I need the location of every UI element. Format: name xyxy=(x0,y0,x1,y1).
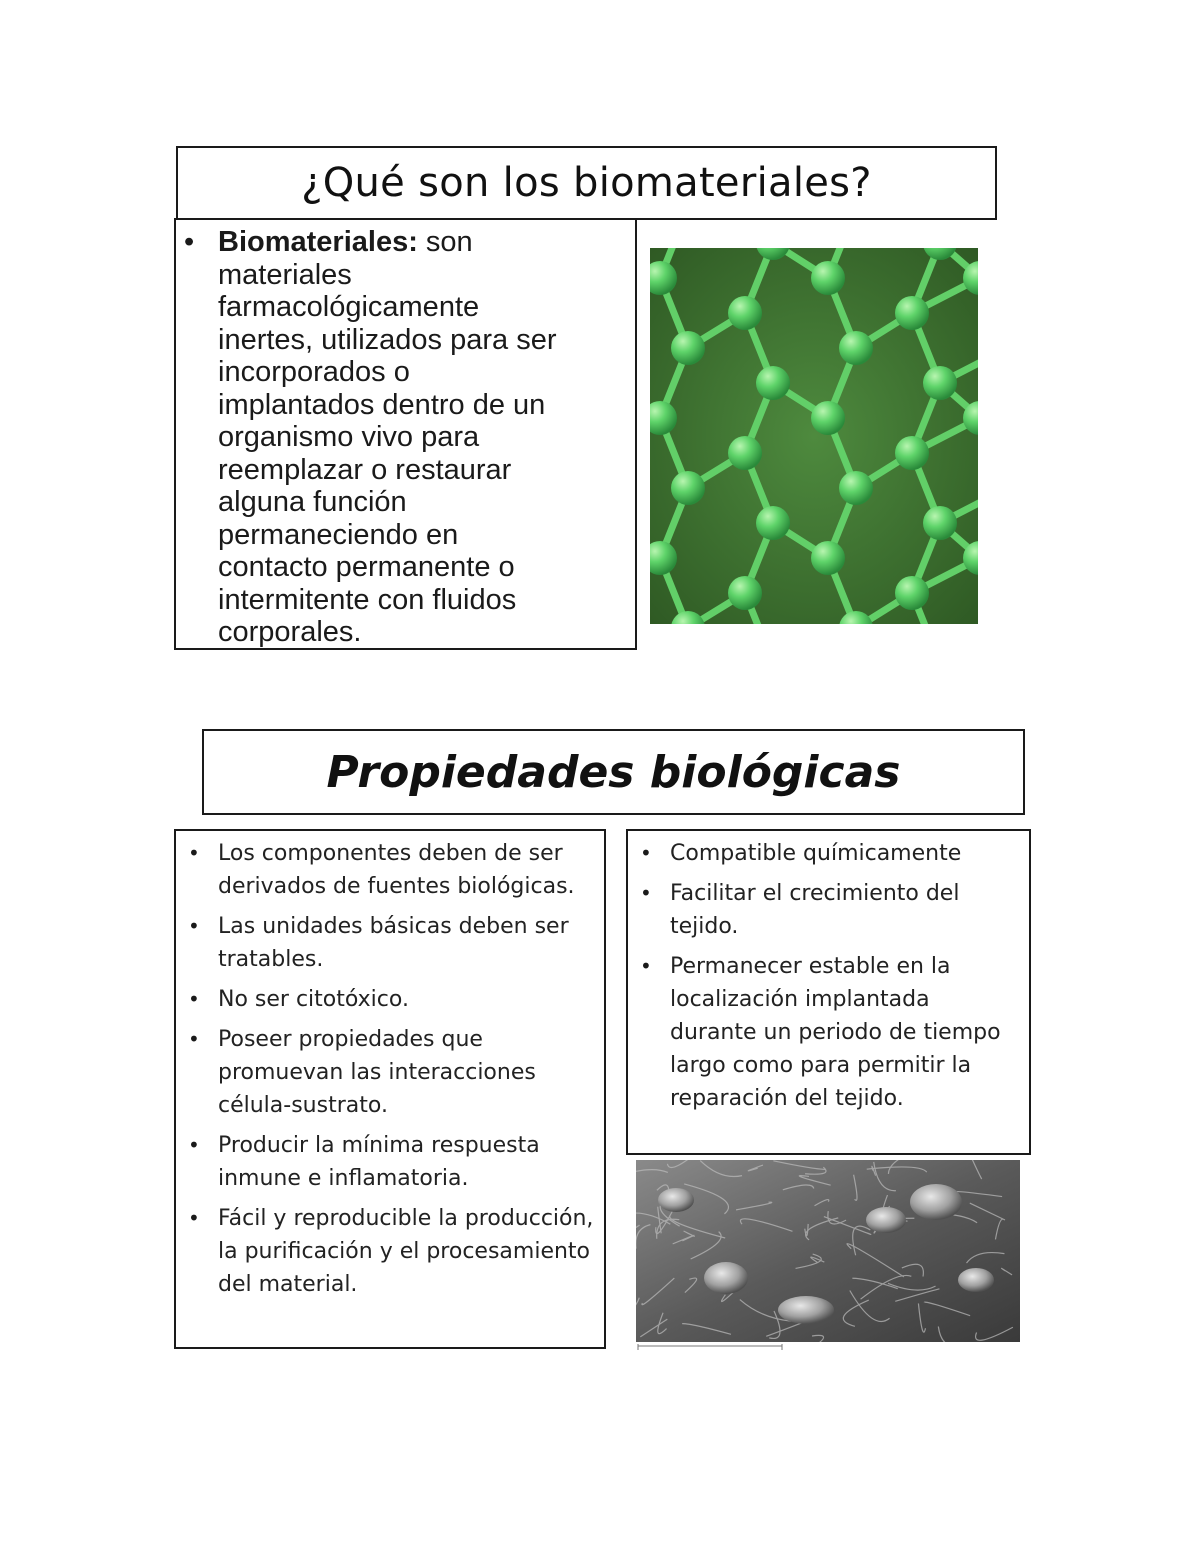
list-item xyxy=(184,983,594,1016)
list-item-text: Producir la mínima respuesta inmune e inflamatoria. xyxy=(218,1133,540,1191)
bullet: • xyxy=(640,954,652,978)
bullet: • xyxy=(184,226,195,258)
definition-line: corporales. xyxy=(218,616,362,648)
definition-item xyxy=(184,226,627,649)
list-item-text: Poseer propiedades que promuevan las interacciones célula-sustrato. xyxy=(218,1027,536,1118)
bullet: • xyxy=(188,914,200,938)
list-item xyxy=(184,1023,594,1122)
definition-box xyxy=(174,218,637,650)
list-item xyxy=(184,1129,594,1195)
sem-micrograph-image xyxy=(636,1160,1020,1342)
bullet: • xyxy=(640,841,652,865)
bullet: • xyxy=(188,987,200,1011)
list-item-text: Fácil y reproducible la producción, la purificación y el procesamiento del material. xyxy=(218,1206,594,1297)
list-item-text: Permanecer estable en la localización implantada durante un periodo de tiempo largo como para permitir la reparación del tejido. xyxy=(670,954,1001,1111)
definition-line: incorporados o xyxy=(218,356,410,388)
section-title-text: ¿Qué son los biomateriales? xyxy=(301,160,872,206)
molecule-lattice-illustration xyxy=(650,248,978,624)
list-item-text: Las unidades básicas deben ser tratables. xyxy=(218,914,569,972)
list-item-text: Compatible químicamente xyxy=(670,841,962,866)
list-item xyxy=(184,837,594,903)
definition-line: organismo vivo para xyxy=(218,421,480,453)
bullet: • xyxy=(188,1206,200,1230)
bullet: • xyxy=(188,1133,200,1157)
list-item xyxy=(184,1202,594,1301)
list-item-text: Facilitar el crecimiento del tejido. xyxy=(670,881,960,939)
section-title-biomateriales xyxy=(176,146,997,220)
list-item-text: No ser citotóxico. xyxy=(218,987,409,1012)
list-item xyxy=(636,877,1021,943)
scale-bar xyxy=(636,1344,784,1354)
list-item xyxy=(184,910,594,976)
definition-line: son xyxy=(417,226,473,258)
definition-line: alguna función xyxy=(218,486,407,518)
section-title-text: Propiedades biológicas xyxy=(326,746,901,798)
definition-text xyxy=(218,226,557,649)
list-item xyxy=(636,950,1021,1115)
definition-line: implantados dentro de un xyxy=(218,388,546,421)
definition-line: farmacológicamente xyxy=(218,291,480,323)
definition-line: materiales xyxy=(218,258,352,291)
properties-list-right xyxy=(626,829,1031,1155)
definition-line: contacto permanente o xyxy=(218,551,515,583)
properties-list-left xyxy=(174,829,606,1349)
bullet: • xyxy=(188,841,200,865)
bullet: • xyxy=(640,881,652,905)
definition-line: intermitente con fluidos xyxy=(218,583,517,616)
bullet: • xyxy=(188,1027,200,1051)
list-item-text: Los componentes deben de ser derivados de fuentes biológicas. xyxy=(218,841,575,899)
definition-line: permaneciendo en xyxy=(218,518,459,551)
definition-line: inertes, utilizados para ser xyxy=(218,323,557,356)
definition-line: reemplazar o restaurar xyxy=(218,453,512,486)
section-title-propiedades xyxy=(202,729,1025,815)
list-item xyxy=(636,837,1021,870)
definition-term: Biomateriales: xyxy=(218,226,418,258)
